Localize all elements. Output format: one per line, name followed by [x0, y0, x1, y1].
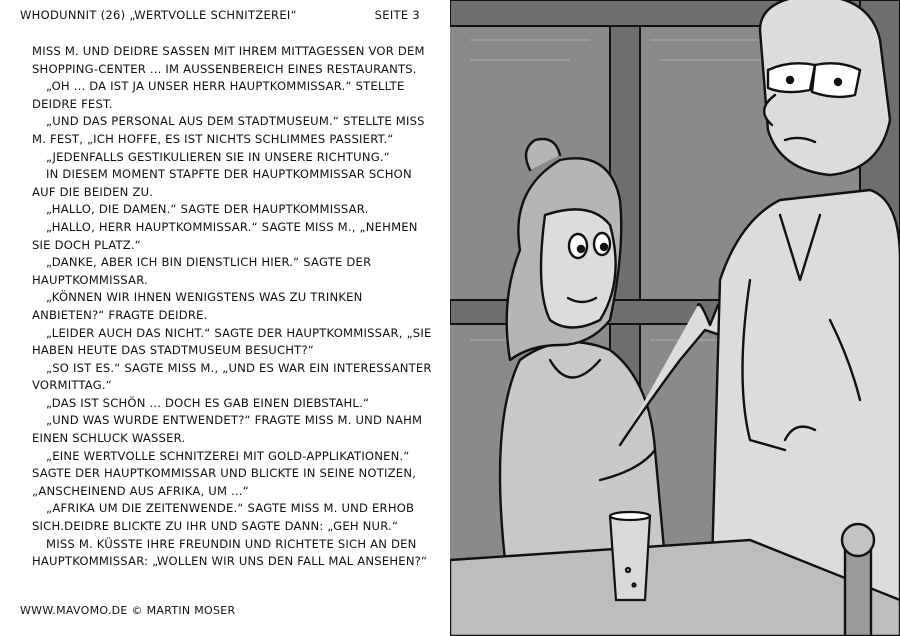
story-paragraph: „DAS IST SCHÖN ... DOCH ES GAB EINEN DIEBSTAHL.“: [46, 395, 370, 410]
water-glass: [610, 512, 650, 600]
story-paragraph: „UND WAS WURDE ENTWENDET?“ FRAGTE MISS M. UND NAHM EINEN SCHLUCK WASSER.: [32, 413, 423, 446]
story-paragraph: MISS M. UND DEIDRE SASSEN MIT IHREM MITTAGESSEN VOR DEM SHOPPING-CENTER ... IM AUSSENBEREICH EINES RESTAURANTS.: [32, 44, 425, 76]
story-paragraph: „LEIDER AUCH DAS NICHT.“ SAGTE DER HAUPTKOMMISSAR, „SIE HABEN HEUTE DAS STADTMUSEUM BESUCHT?“: [32, 325, 432, 358]
story-paragraph: MISS M. KÜSSTE IHRE FREUNDIN UND RICHTETE SICH AN DEN HAUPTKOMMISSAR: „WOLLEN WIR UNS DEN FALL MAL ANSEHEN?“: [32, 536, 428, 569]
story-paragraph: „OH ... DA IST JA UNSER HERR HAUPTKOMMISSAR.“ STELLTE DEIDRE FEST.: [32, 79, 405, 111]
story-paragraph: „AFRIKA UM DIE ZEITENWENDE.“ SAGTE MISS M. UND ERHOB SICH.DEIDRE BLICKTE ZU IHR UND SAGTE DANN: „GEH NUR.“: [32, 501, 415, 534]
story-paragraph: „HALLO, DIE DAMEN.“ SAGTE DER HAUPTKOMMISSAR.: [46, 202, 369, 217]
story-paragraph: „KÖNNEN WIR IHNEN WENIGSTENS WAS ZU TRINKEN ANBIETEN?“ FRAGTE DEIDRE.: [32, 290, 363, 322]
story-paragraph: „EINE WERTVOLLE SCHNITZEREI MIT GOLD-APPLIKATIONEN.“ SAGTE DER HAUPTKOMMISSAR UND BLICKTE IN SEINE NOTIZEN, „ANSCHEINEND AUS AFRIKA, UM ...“: [32, 448, 417, 498]
story-paragraph: „SO IST ES.“ SAGTE MISS M., „UND ES WAR EIN INTERESSANTER VORMITTAG.“: [32, 360, 432, 393]
story-paragraph: IN DIESEM MOMENT STAPFTE DER HAUPTKOMMISSAR SCHON AUF DIE BEIDEN ZU.: [32, 167, 412, 199]
story-paragraph: „DANKE, ABER ICH BIN DIENSTLICH HIER.“ SAGTE DER HAUPTKOMMISSAR.: [32, 255, 372, 287]
story-text: [32, 43, 432, 571]
story-paragraph: „JEDENFALLS GESTIKULIEREN SIE IN UNSERE RICHTUNG.“: [46, 149, 391, 164]
railing-post: [842, 524, 874, 636]
page-number: SEITE 3: [374, 8, 420, 22]
page-header: [20, 8, 420, 22]
series-title: WHODUNNIT (26) „WERTVOLLE SCHNITZEREI“: [20, 8, 297, 22]
copyright-footer: WWW.MAVOMO.DE © MARTIN MOSER: [20, 604, 236, 617]
story-paragraph: „HALLO, HERR HAUPTKOMMISSAR.“ SAGTE MISS M., „NEHMEN SIE DOCH PLATZ.“: [32, 219, 418, 252]
comic-illustration: [450, 0, 900, 636]
story-paragraph: „UND DAS PERSONAL AUS DEM STADTMUSEUM.“ STELLTE MISS M. FEST, „ICH HOFFE, ES IST NICHTS SCHLIMMES PASSIERT.“: [32, 114, 425, 146]
illustration-canvas: [450, 0, 900, 636]
